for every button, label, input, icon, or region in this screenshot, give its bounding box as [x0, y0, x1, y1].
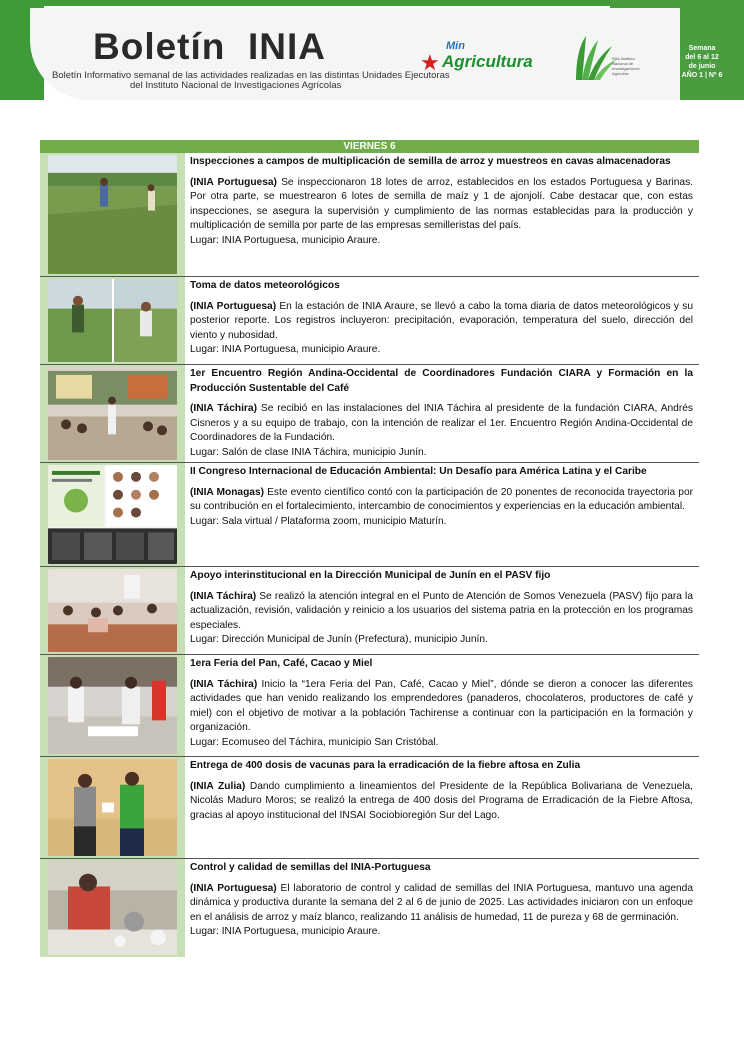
- entry-description: Se realizó la atención integral en el Punto de Atención de Somos Venezuela (PASV) fijo para la actualización, revisión, validación y reinicio a los usuarios del sistema patria en la protección en los programas especiales.: [190, 590, 693, 631]
- day-header: VIERNES 6: [40, 140, 699, 153]
- entry-title: Apoyo interinstitucional en la Dirección Municipal de Junín en el PASV fijo: [190, 570, 551, 581]
- entry-place: Lugar: INIA Portuguesa, municipio Araure.: [190, 234, 381, 246]
- entry-body: [190, 176, 693, 234]
- entry-description: Inicio la “1era Feria del Pan, Café, Cacao y Miel”, dónde se dieron a conocer las diferentes actividades que han venido realizando los emprendedores (panaderos, chocolateros, productores de café y miel) con el objetivo de motivar a la población Tachirense a continuar con la participación en la formación y organización.: [190, 678, 693, 734]
- entry-body: [190, 300, 693, 344]
- entry-unit: (INIA Táchira): [190, 678, 258, 690]
- photo-cell: [40, 567, 185, 654]
- entry-title: Entrega de 400 dosis de vacunas para la erradicación de la fiebre aftosa en Zulia: [190, 760, 581, 771]
- bulletin-header: [0, 0, 744, 100]
- activity-photo: [48, 861, 177, 955]
- entry-description: Este evento científico contó con la participación de 20 ponentes de reconocida trayectoria por su contribución en el fortalecimiento, intercambio de conocimientos y experiencias en la educación ambiental.: [190, 486, 693, 513]
- activity-photo: [48, 367, 177, 460]
- table-row: [40, 859, 699, 957]
- entry-description: En la estación de INIA Araure, se llevó a cabo la toma diaria de datos meteorológicos y su posterior reporte. Los registros incluyeron: precipitación, evaporación, temperatura del suelo, dirección del viento y nubosidad.: [190, 300, 693, 341]
- entry-title: Control y calidad de semillas del INIA-Portuguesa: [190, 862, 431, 873]
- photo-cell: [40, 757, 185, 858]
- entry-body: [190, 882, 693, 926]
- table-row: [40, 277, 699, 365]
- entry-unit: (INIA Portuguesa): [190, 882, 277, 894]
- entry-text: [190, 277, 699, 361]
- inia-logo-text: INIA Instituto Nacional de Investigaciones Agrícolas: [612, 56, 640, 76]
- entry-place: Lugar: Ecomuseo del Táchira, municipio San Cristóbal.: [190, 736, 439, 748]
- photo-cell: [40, 153, 185, 276]
- entry-text: [190, 153, 699, 252]
- entry-unit: (INIA Táchira): [190, 403, 257, 415]
- table-row: [40, 567, 699, 655]
- entry-description: Se recibió en las instalaciones del INIA Táchira al presidente de la fundación CIARA, Andrés Cisneros y a su equipo de trabajo, con la intención de realizar el 1er. Encuentro Región Andina-Occidental de Coordinadores de la Fundación.: [190, 403, 694, 444]
- entry-body: [190, 590, 693, 634]
- activities-table: [40, 140, 699, 957]
- inia-leaves-icon: [572, 30, 616, 84]
- entry-description: Se inspeccionaron 18 lotes de arroz, establecidos en los estados Portuguesa y Barinas. Por otra parte, se muestrearon 6 lotes de semilla de maíz y 1 de ajonjolí. Cabe destacar que, con estas inspecciones, se asegura la supervisión y cumplimiento de las normas establecidas para la producción y multiplicación de semilla por parte de las empresas semilleristas del país.: [190, 176, 694, 232]
- week-range: del 6 al 12: [685, 54, 719, 61]
- entry-unit: (INIA Zulia): [190, 780, 246, 792]
- entry-place: Lugar: Sala virtual / Plataforma zoom, municipio Maturín.: [190, 515, 447, 527]
- entry-place: Lugar: INIA Portuguesa, municipio Araure.: [190, 926, 381, 938]
- min-agricultura-logo: [420, 36, 560, 78]
- entry-body: [190, 780, 693, 824]
- photo-cell: [40, 365, 185, 462]
- entry-body: [190, 486, 693, 515]
- entry-body: [190, 402, 693, 446]
- bulletin-subtitle-line1: Boletín Informativo semanal de las actividades realizadas en las distintas Unidades Ejecutoras: [52, 70, 450, 81]
- entry-unit: (INIA Portuguesa): [190, 300, 277, 312]
- table-row: [40, 365, 699, 463]
- logo-min-label: Min: [446, 40, 465, 52]
- photo-cell: [40, 463, 185, 566]
- table-row: [40, 757, 699, 859]
- entry-text: [190, 655, 699, 754]
- activity-photo: [48, 759, 177, 856]
- entry-title: II Congreso Internacional de Educación Ambiental: Un Desafío para América Latina y el Caribe: [190, 466, 647, 477]
- table-row: [40, 153, 699, 277]
- entry-text: [190, 859, 699, 943]
- entry-title: 1era Feria del Pan, Café, Cacao y Miel: [190, 658, 373, 669]
- photo-cell: [40, 655, 185, 756]
- activity-photo: [48, 155, 177, 274]
- entry-description: Dando cumplimiento a lineamientos del Presidente de la República Bolivariana de Venezuela, Nicolás Maduro Moros; se realizó la entrega de 400 dosis del Programa de Erradicación de la Fiebre Aftosa, gracias al apoyo institucional del INSAI Sociobioregión Sur del Lago.: [190, 780, 694, 821]
- inia-logo: [572, 30, 642, 86]
- table-row: [40, 655, 699, 757]
- star-icon: ★: [420, 50, 440, 75]
- activity-photo: [48, 569, 177, 652]
- issue-number: AÑO 1 | Nº 6: [681, 72, 723, 79]
- entry-place: Lugar: INIA Portuguesa, municipio Araure.: [190, 344, 381, 356]
- entry-unit: (INIA Monagas): [190, 486, 265, 498]
- week-month: de junio: [688, 63, 716, 70]
- logo-agricultura-label: Agricultura: [442, 52, 533, 71]
- activity-photo: [48, 279, 177, 362]
- entry-text: [190, 757, 699, 826]
- photo-cell: [40, 277, 185, 364]
- activity-photo: [48, 657, 177, 754]
- entry-body: [190, 678, 693, 736]
- bulletin-title: Boletín INIA: [93, 26, 326, 67]
- entry-place: Lugar: Salón de clase INIA Táchira, municipio Junín.: [190, 446, 427, 458]
- entry-text: [190, 463, 699, 532]
- bulletin-subtitle-line2: del Instituto Nacional de Investigaciones Agrícolas: [130, 80, 342, 91]
- entry-unit: (INIA Táchira): [190, 590, 257, 602]
- entry-text: [190, 365, 699, 464]
- week-info: [662, 44, 742, 80]
- photo-cell: [40, 859, 185, 957]
- entry-place: Lugar: Dirección Municipal de Junín (Prefectura), municipio Junín.: [190, 634, 488, 646]
- entry-unit: (INIA Portuguesa): [190, 176, 277, 188]
- week-label: Semana: [688, 45, 716, 52]
- entry-description: El laboratorio de control y calidad de semillas del INIA Portuguesa, mantuvo una agenda dinámica y productiva durante la semana del 2 al 6 de junio de 2025. Las actividades iniciaron con un enfoque en el análisis de arroz y maíz blanco, realizando 11 análisis de humedad, 11 de pureza y 68 de germinación.: [190, 882, 693, 923]
- table-row: [40, 463, 699, 567]
- activity-photo: [48, 465, 177, 564]
- entry-title: 1er Encuentro Región Andina-Occidental de Coordinadores Fundación CIARA y Formación en la Producción Sustentable del Café: [190, 368, 693, 394]
- entry-text: [190, 567, 699, 651]
- entry-title: Toma de datos meteorológicos: [190, 280, 340, 291]
- entry-title: Inspecciones a campos de multiplicación de semilla de arroz y muestreos en cavas almacenadoras: [190, 156, 671, 167]
